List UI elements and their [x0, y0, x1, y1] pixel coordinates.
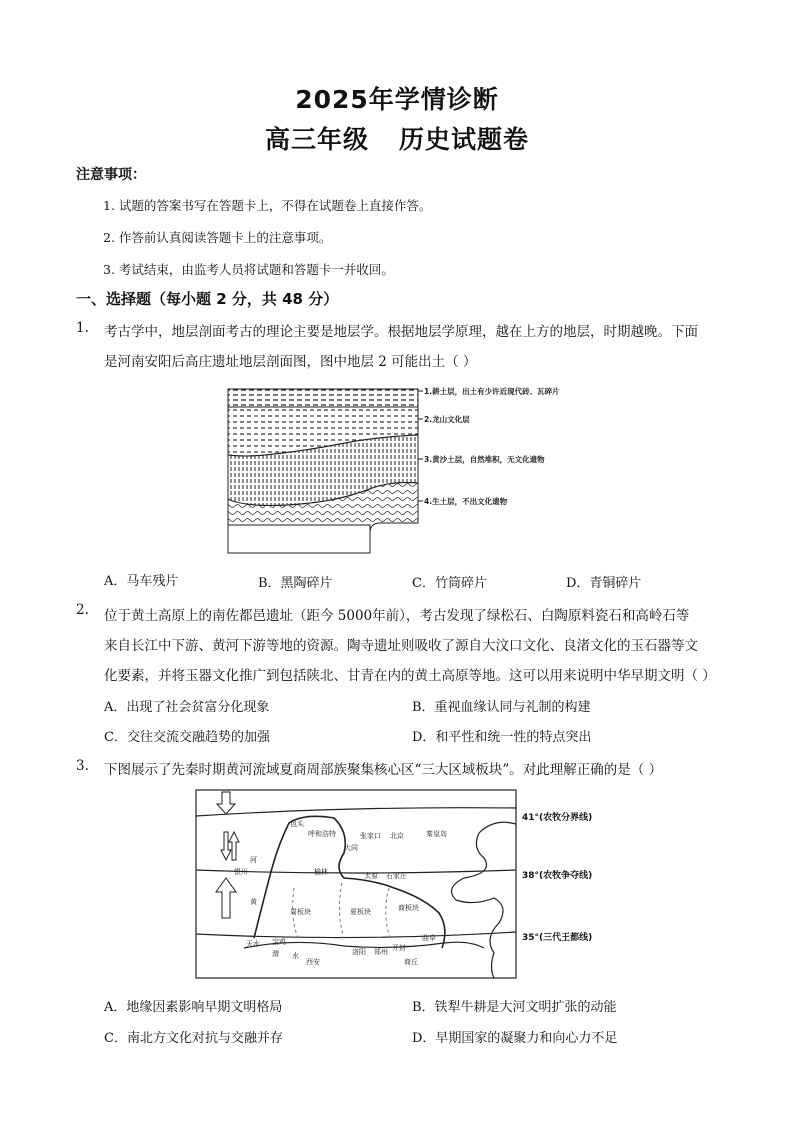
- place-label: 洛阳: [352, 948, 366, 956]
- place-label: 天水: [246, 940, 260, 948]
- layer-label: 1.耕土层，出土有少许近现代砖、瓦碎片: [424, 387, 560, 396]
- layer-label: 4.生土层，不出文化遗物: [424, 497, 508, 506]
- layer-bottom: [228, 525, 370, 553]
- place-label: 呼和浩特: [308, 830, 336, 838]
- subject-label: 历史试题卷: [399, 125, 530, 154]
- latitude-label: 38°(农牧争夺线): [522, 871, 593, 881]
- option-b[interactable]: B．重视血缘认同与礼制的构建: [412, 700, 591, 715]
- stratigraphic-section-figure: [225, 383, 585, 558]
- question-text: 是河南安阳后高庄遗址地层剖面图，图中地层 2 可能出土（ ）: [104, 354, 477, 370]
- option-c[interactable]: C．竹筒碎片: [412, 576, 487, 591]
- option-c[interactable]: C．交往交流交融趋势的加强: [104, 730, 270, 745]
- place-label: 黄: [250, 898, 257, 906]
- question-text: 来自长江中下游、黄河下游等地的资源。陶寺遗址则吸收了源自大汶口文化、良渚文化的玉石器等文: [104, 638, 698, 654]
- place-label: 西安: [306, 958, 320, 966]
- option-a[interactable]: A．出现了社会贫富分化现象: [104, 700, 270, 715]
- layer-1-topsoil: [228, 389, 418, 407]
- question-text: 考古学中，地层剖面考古的理论主要是地层学。根据地层学原理，越在上方的地层，时期越晚。下面: [104, 324, 698, 340]
- notice-item: 1. 试题的答案书写在答题卡上，不得在试题卷上直接作答。: [103, 198, 432, 213]
- place-label: 大同: [344, 844, 358, 852]
- question-text: 位于黄土高原上的南佐都邑遗址（距今 5000年前），考古发现了绿松石、白陶原料瓷石和高岭石等: [104, 608, 690, 624]
- question-number: 2.: [76, 602, 89, 618]
- place-label: 张家口: [360, 832, 381, 840]
- place-label: 河: [250, 856, 257, 864]
- notice-heading: 注意事项：: [76, 167, 146, 183]
- region-label: 商板块: [398, 904, 419, 912]
- grade-label: 高三年级: [264, 125, 369, 154]
- option-b[interactable]: B．黑陶碎片: [258, 576, 333, 591]
- latitude-label: 41°(农牧分界线): [522, 813, 593, 823]
- place-label: 开封: [392, 944, 406, 952]
- question-text: 下图展示了先秦时期黄河流域夏商周部族聚集核心区“三大区域板块”。对此理解正确的是（ ）: [104, 762, 663, 778]
- region-label: 周板块: [290, 908, 311, 916]
- option-a[interactable]: A．地缘因素影响早期文明格局: [104, 1000, 283, 1015]
- layer-label: 2.龙山文化层: [424, 415, 470, 424]
- place-label: 宝鸡: [272, 938, 286, 946]
- place-label: 北京: [390, 832, 404, 840]
- place-label: 太原: [364, 872, 378, 880]
- place-label: 石家庄: [386, 872, 407, 880]
- place-label: 曲阜: [422, 934, 436, 942]
- place-label: 秦皇岛: [426, 830, 447, 838]
- region-label: 夏板块: [350, 908, 371, 916]
- exam-title-line2: [0, 120, 794, 156]
- question-number: 3.: [76, 758, 89, 774]
- section-heading: 一、选择题（每小题 2 分，共 48 分）: [76, 290, 339, 308]
- option-d[interactable]: D．青铜碎片: [566, 576, 642, 591]
- place-label: 银川: [234, 868, 248, 876]
- place-label: 渭: [272, 950, 279, 958]
- option-c[interactable]: C．南北方文化对抗与交融并存: [104, 1031, 283, 1046]
- option-d[interactable]: D．和平性和统一性的特点突出: [412, 730, 592, 745]
- question-text: 化要素，并将玉器文化推广到包括陕北、甘青在内的黄土高原等地。这可以用来说明中华早期文明（ ）: [104, 668, 716, 684]
- latitude-label: 35°(三代王都线): [522, 933, 593, 943]
- notice-item: 3. 考试结束，由监考人员将试题和答题卡一并收回。: [103, 262, 394, 277]
- place-label: 商丘: [404, 958, 418, 966]
- place-label: 水: [292, 952, 299, 960]
- exam-title-line1: 2025年学情诊断: [295, 85, 499, 114]
- question-number: 1.: [76, 320, 89, 336]
- place-label: 包头: [290, 820, 304, 828]
- option-d[interactable]: D．早期国家的凝聚力和向心力不足: [412, 1031, 618, 1046]
- option-b[interactable]: B．铁犁牛耕是大河文明扩张的动能: [412, 1000, 617, 1015]
- layer-label: 3.黄沙土层，自然堆积，无文化遗物: [424, 455, 545, 464]
- place-label: 榆林: [314, 868, 328, 876]
- notice-item: 2. 作答前认真阅读答题卡上的注意事项。: [103, 230, 332, 245]
- three-regions-map: [194, 788, 614, 980]
- option-a[interactable]: A．马车残片: [104, 574, 179, 589]
- place-label: 郑州: [374, 948, 388, 956]
